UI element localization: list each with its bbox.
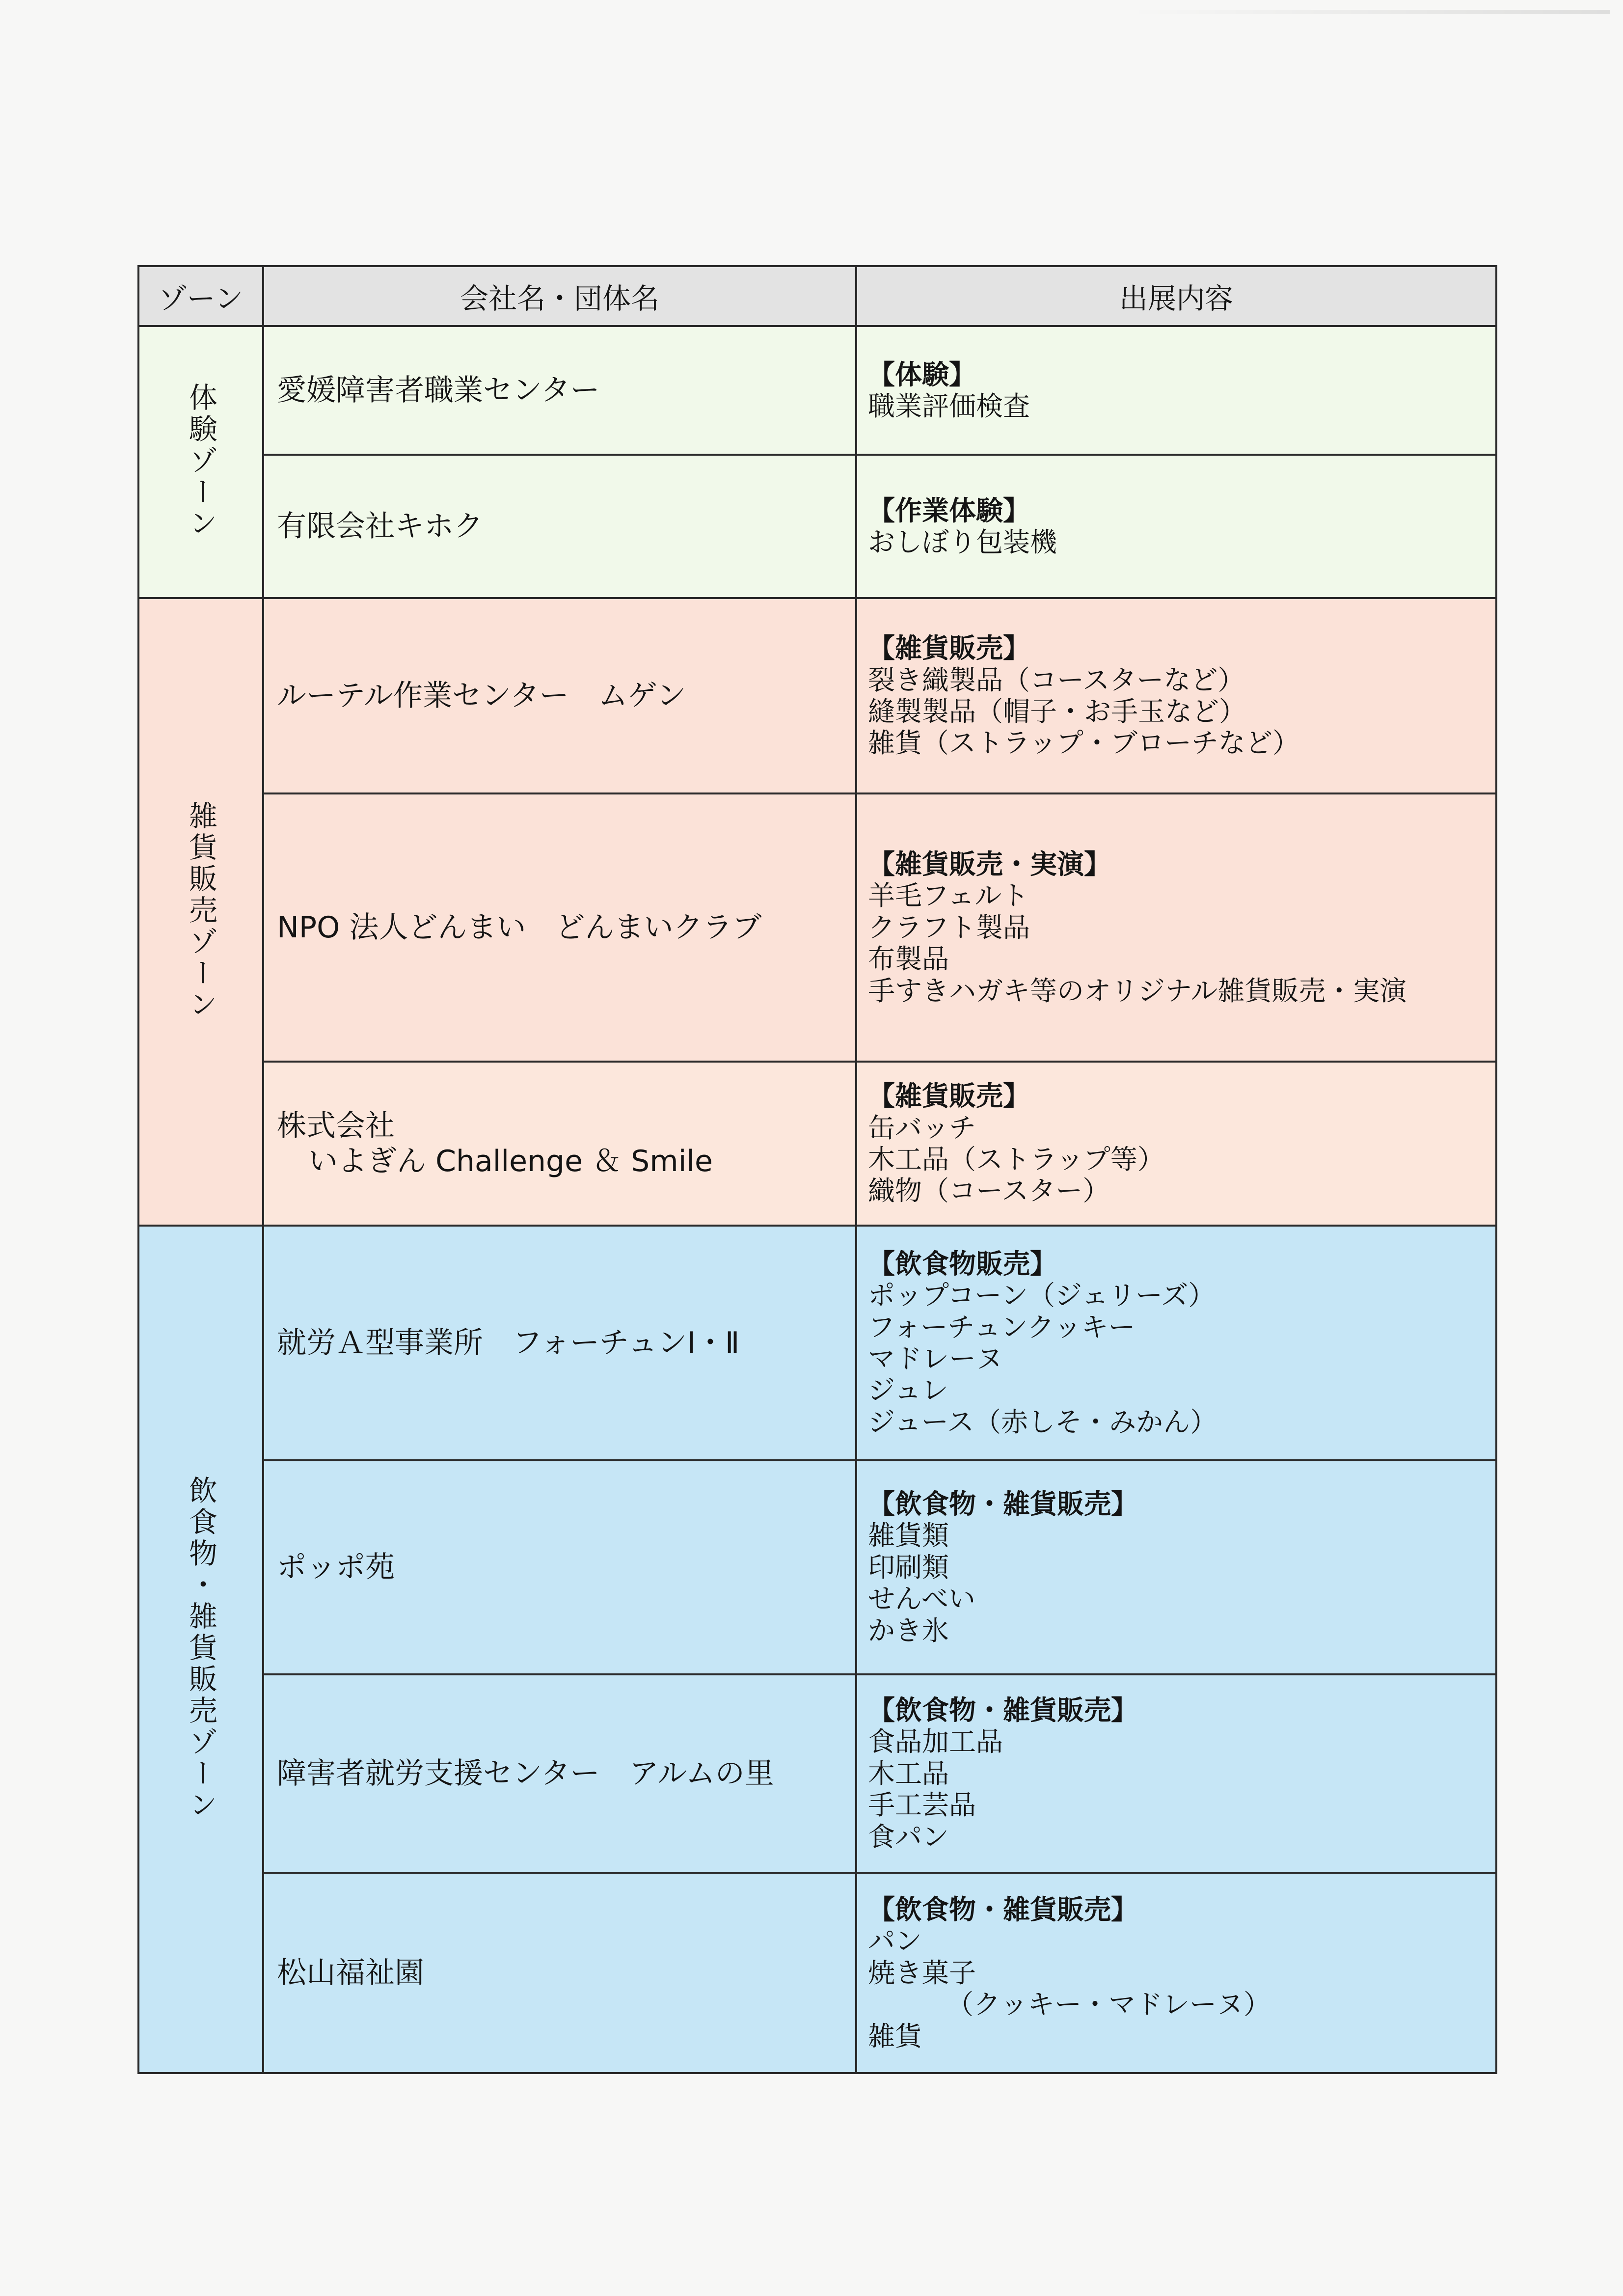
scan-edge-shadow — [1129, 10, 1610, 14]
content-item: 手工芸品 — [868, 1789, 976, 1821]
org-cell — [263, 598, 856, 793]
content-item: 食パン — [868, 1821, 949, 1853]
org-cell — [263, 326, 856, 455]
content-item: 職業評価検査 — [868, 390, 1030, 422]
zone-cell-food — [138, 1226, 263, 2073]
content-category: 【飲食物・雑貨販売】 — [868, 1488, 1138, 1520]
header-content: 出展内容 — [856, 266, 1496, 326]
content-cell — [856, 1873, 1496, 2073]
content-cell — [856, 1062, 1496, 1226]
content-cell — [856, 598, 1496, 793]
content-item: ポップコーン（ジェリーズ） — [868, 1280, 1216, 1312]
content-cell — [856, 326, 1496, 455]
exhibitor-table — [137, 265, 1497, 2074]
content-category: 【飲食物・雑貨販売】 — [868, 1695, 1138, 1726]
org-cell — [263, 1460, 856, 1674]
content-item: 裂き織製品（コースターなど） — [868, 664, 1245, 696]
table-row — [138, 1062, 1496, 1226]
org-cell — [263, 1873, 856, 2073]
table-row — [138, 598, 1496, 793]
content-cell — [856, 1226, 1496, 1460]
content-item: フォーチュンクッキー — [868, 1311, 1136, 1343]
content-item: かき氷 — [868, 1614, 949, 1646]
org-name: 愛媛障害者職業センター — [277, 373, 600, 408]
content-item: 手すきハガキ等のオリジナル雑貨販売・実演 — [868, 975, 1407, 1007]
table-row — [138, 455, 1496, 598]
content-item: 缶バッチ — [868, 1112, 976, 1144]
org-name: ルーテル作業センター ムゲン — [277, 679, 686, 713]
content-item: 食品加工品 — [868, 1726, 1003, 1758]
content-item: 羊毛フェルト — [868, 880, 1029, 912]
content-item: 印刷類 — [868, 1551, 949, 1583]
content-item: 織物（コースター） — [868, 1175, 1110, 1207]
header-zone: ゾーン — [138, 266, 263, 326]
content-item: クラフト製品 — [868, 911, 1030, 943]
org-name-line2: いよぎん Challenge ＆ Smile — [308, 1144, 713, 1178]
org-name: 株式会社 — [277, 1109, 395, 1143]
content-cell — [856, 455, 1496, 598]
zone-label: 雑貨販売ゾーン — [184, 801, 217, 1021]
org-cell — [263, 455, 856, 598]
table-row — [138, 326, 1496, 455]
content-item: おしぼり包装機 — [868, 526, 1057, 558]
org-name: ポッポ苑 — [277, 1550, 395, 1585]
table-row — [138, 1674, 1496, 1873]
content-category: 【雑貨販売・実演】 — [868, 848, 1111, 880]
table-row — [138, 1226, 1496, 1460]
content-category: 【雑貨販売】 — [868, 1080, 1030, 1112]
table-row — [138, 1873, 1496, 2073]
org-name: 松山福祉園 — [277, 1956, 424, 1990]
org-cell — [263, 1062, 856, 1226]
content-item: 布製品 — [868, 943, 949, 975]
content-item: パン — [868, 1925, 922, 1957]
table-row — [138, 793, 1496, 1062]
content-cell — [856, 1674, 1496, 1873]
table-row — [138, 1460, 1496, 1674]
content-item: せんべい — [868, 1583, 975, 1615]
zone-cell-goods — [138, 598, 263, 1226]
content-item: 雑貨類 — [868, 1520, 949, 1552]
content-item: 焼き菓子 — [868, 1957, 976, 1989]
org-cell — [263, 793, 856, 1062]
org-name: NPO 法人どんまい どんまいクラブ — [277, 910, 762, 945]
content-item: 縫製製品（帽子・お手玉など） — [868, 696, 1246, 727]
org-name: 障害者就労支援センター アルムの里 — [277, 1756, 774, 1791]
org-name: 就労Ａ型事業所 フォーチュンⅠ・Ⅱ — [277, 1326, 740, 1360]
content-item: 木工品（ストラップ等） — [868, 1144, 1164, 1175]
zone-cell-experience — [138, 326, 263, 598]
content-item: （クッキー・マドレーヌ） — [947, 1989, 1271, 2021]
table-header-row — [138, 266, 1496, 326]
content-category: 【体験】 — [868, 358, 976, 390]
header-org: 会社名・団体名 — [263, 266, 856, 326]
org-name: 有限会社キホク — [277, 509, 483, 544]
content-category: 【雑貨販売】 — [868, 632, 1030, 664]
content-category: 【作業体験】 — [868, 494, 1030, 526]
content-item: ジュース（赤しそ・みかん） — [868, 1406, 1217, 1438]
content-item: マドレーヌ — [868, 1343, 1003, 1374]
content-cell — [856, 793, 1496, 1062]
content-item: 雑貨（ストラップ・ブローチなど） — [868, 727, 1299, 759]
zone-label: 体験ゾーン — [184, 383, 217, 540]
content-item: 雑貨 — [868, 2020, 922, 2052]
content-cell — [856, 1460, 1496, 1674]
content-item: ジュレ — [868, 1374, 948, 1406]
zone-label: 飲食物・雑貨販売ゾーン — [184, 1476, 217, 1821]
content-category: 【飲食物・雑貨販売】 — [868, 1894, 1138, 1926]
content-category: 【飲食物販売】 — [868, 1248, 1057, 1280]
org-cell — [263, 1674, 856, 1873]
content-item: 木工品 — [868, 1757, 949, 1789]
org-cell — [263, 1226, 856, 1460]
